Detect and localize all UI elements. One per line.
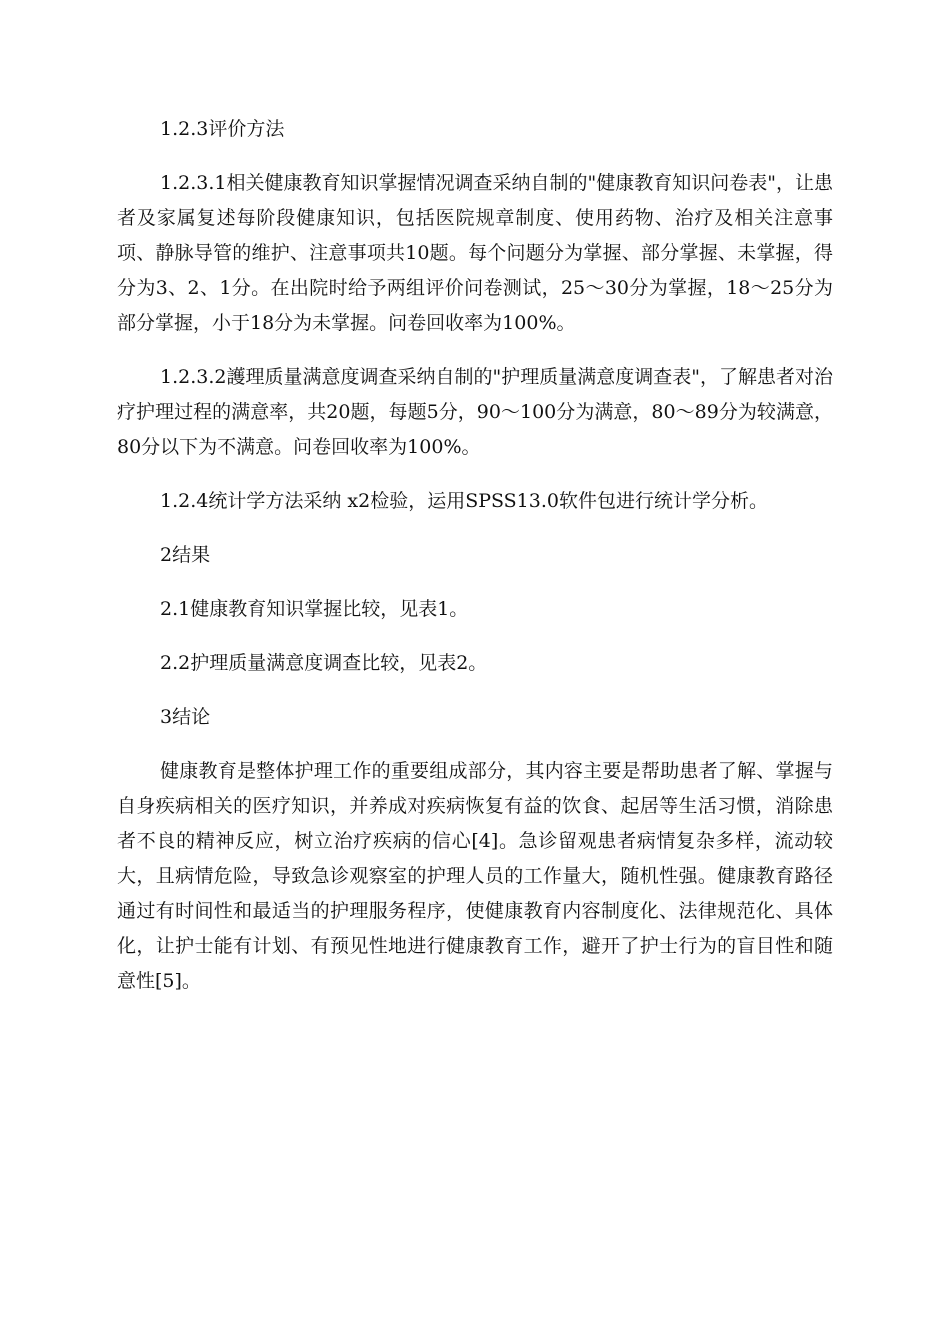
section-heading-results: 2结果 (160, 544, 211, 566)
document-body (117, 112, 833, 1018)
paragraph-statistics-method: 1.2.4统计学方法采纳 x2检验，运用SPSS13.0软件包进行统计学分析。 (160, 490, 768, 512)
section-heading-evaluation-method: 1.2.3评价方法 (160, 118, 285, 140)
paragraph-conclusion-body: 健康教育是整体护理工作的重要组成部分，其内容主要是帮助患者了解、掌握与自身疾病相关的医疗知识，并养成对疾病恢复有益的饮食、起居等生活习惯，消除患者不良的精神反应，树立治疗疾病的信心[4]。急诊留观患者病情复杂多样，流动较大，且病情危险，导致急诊观察室的护理人员的工作量大，随机性强。健康教育路径通过有时间性和最适当的护理服务程序，使健康教育内容制度化、法律规范化、具体化，让护士能有计划、有预见性地进行健康教育工作，避开了护士行为的盲目性和随意性[5]。 (117, 760, 833, 992)
paragraph-result-knowledge: 2.1健康教育知识掌握比较，见表1。 (160, 598, 469, 620)
paragraph-satisfaction-survey: 1.2.3.2護理质量满意度调查采纳自制的"护理质量满意度调查表"，了解患者对治疗护理过程的满意率，共20题，每题5分，90～100分为满意，80～89分为较满意，80分以下为不满意。问卷回收率为100%。 (117, 366, 833, 458)
paragraph-result-satisfaction: 2.2护理质量满意度调查比较，见表2。 (160, 652, 488, 674)
paragraph-knowledge-survey: 1.2.3.1相关健康教育知识掌握情况调查采纳自制的"健康教育知识问卷表"，让患者及家属复述每阶段健康知识，包括医院规章制度、使用药物、治疗及相关注意事项、静脉导管的维护、注意事项共10题。每个问题分为掌握、部分掌握、未掌握，得分为3、2、1分。在出院时给予两组评价问卷测试，25～30分为掌握，18～25分为部分掌握，小于18分为未掌握。问卷回收率为100%。 (117, 172, 833, 334)
section-heading-conclusion: 3结论 (160, 706, 211, 728)
